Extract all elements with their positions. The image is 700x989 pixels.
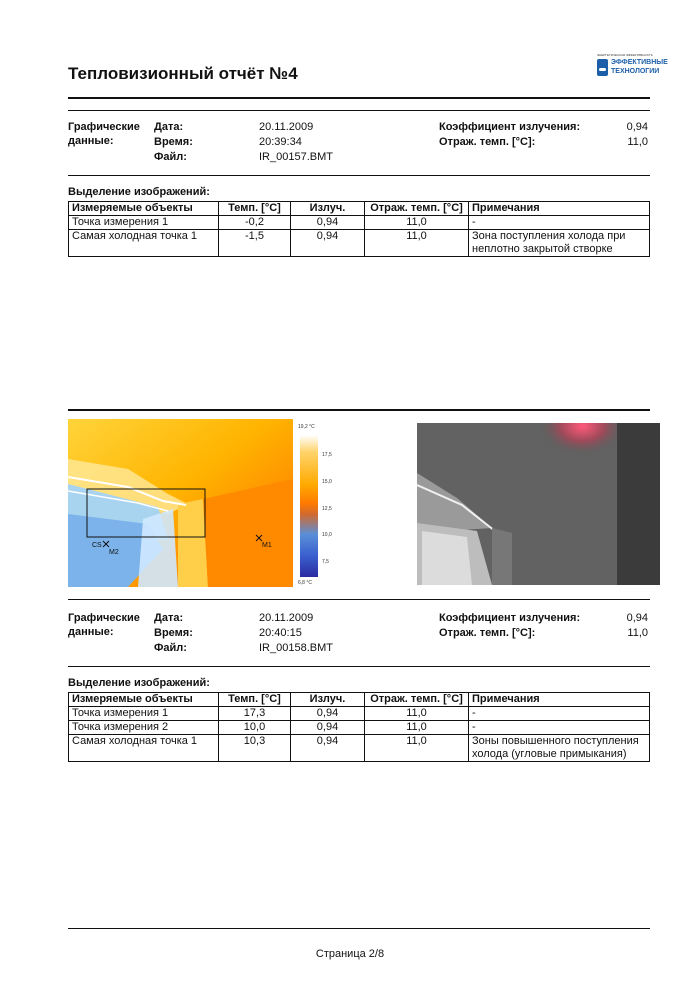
divider	[68, 110, 650, 111]
cell-emis: 0,94	[291, 735, 365, 762]
date-value: 20.11.2009	[259, 121, 314, 133]
file-label: Файл:	[154, 642, 187, 654]
cell-emis: 0,94	[291, 216, 365, 230]
divider	[68, 666, 650, 667]
marker-cs	[92, 542, 102, 549]
col-header-notes: Примечания	[469, 693, 650, 707]
graphic-data-label: Графические	[68, 121, 140, 133]
scale-min: 6,8 °C	[298, 580, 312, 586]
measurement-table-1	[68, 201, 650, 257]
cell-temp: -1,5	[219, 230, 291, 257]
col-header-refl: Отраж. темп. [°C]	[365, 202, 469, 216]
emissivity-value: 0,94	[626, 121, 648, 133]
svg-text:M2: M2	[109, 549, 119, 556]
logo-line-1: ЭФФЕКТИВНЫЕ	[611, 59, 668, 66]
time-value: 20:40:15	[259, 627, 302, 639]
emissivity-value: 0,94	[626, 612, 648, 624]
temperature-scale	[300, 435, 318, 577]
svg-text:M1: M1	[262, 542, 272, 549]
graphic-data-label: Графические	[68, 612, 140, 624]
table-row	[69, 230, 650, 257]
cell-emis: 0,94	[291, 721, 365, 735]
file-value: IR_00158.BMT	[259, 642, 333, 654]
cell-object: Точка измерения 2	[69, 721, 219, 735]
scale-tick: 7,5	[322, 559, 329, 565]
file-value: IR_00157.BMT	[259, 151, 333, 163]
cell-note: Зона поступления холода при неплотно закрытой створке	[469, 230, 650, 257]
date-label: Дата:	[154, 612, 184, 624]
divider	[68, 175, 650, 176]
date-label: Дата:	[154, 121, 184, 133]
reflected-temp-value: 11,0	[627, 627, 648, 639]
cell-object: Точка измерения 1	[69, 707, 219, 721]
measurement-table-2	[68, 692, 650, 762]
emissivity-label: Коэффициент излучения:	[439, 121, 581, 133]
col-header-temp: Темп. [°C]	[219, 693, 291, 707]
visual-photo	[417, 423, 660, 585]
time-label: Время:	[154, 627, 193, 639]
cell-temp: 10,3	[219, 735, 291, 762]
cell-refl: 11,0	[365, 721, 469, 735]
table-row	[69, 707, 650, 721]
cell-temp: 17,3	[219, 707, 291, 721]
date-value: 20.11.2009	[259, 612, 314, 624]
scale-max: 19,2 °C	[298, 424, 315, 430]
cell-object: Точка измерения 1	[69, 216, 219, 230]
col-header-refl: Отраж. темп. [°C]	[365, 693, 469, 707]
reflected-temp-value: 11,0	[627, 136, 648, 148]
time-label: Время:	[154, 136, 193, 148]
col-header-emis: Излуч.	[291, 693, 365, 707]
footer-divider	[68, 928, 650, 929]
thermal-image	[68, 419, 293, 587]
cell-refl: 11,0	[365, 707, 469, 721]
scale-tick: 17,5	[322, 452, 332, 458]
cell-note: -	[469, 216, 650, 230]
scale-tick: 12,5	[322, 506, 332, 512]
cell-emis: 0,94	[291, 230, 365, 257]
reflected-temp-label: Отраж. темп. [°C]:	[439, 627, 536, 639]
divider	[68, 599, 650, 600]
time-value: 20:39:34	[259, 136, 302, 148]
table-header-row	[69, 693, 650, 707]
cell-note: -	[469, 707, 650, 721]
col-header-object: Измеряемые объекты	[69, 693, 219, 707]
col-header-notes: Примечания	[469, 202, 650, 216]
logo-mark-icon	[597, 59, 608, 76]
cell-note: Зоны повышенного поступления холода (угловые примыкания)	[469, 735, 650, 762]
table-row	[69, 721, 650, 735]
page-number: Страница 2/8	[315, 948, 385, 960]
col-header-object: Измеряемые объекты	[69, 202, 219, 216]
cell-refl: 11,0	[365, 735, 469, 762]
cell-object: Самая холодная точка 1	[69, 735, 219, 762]
cell-refl: 11,0	[365, 230, 469, 257]
logo-tagline: ЭНЕРГЕТИЧЕСКАЯ ЭФФЕКТИВНОСТЬ	[597, 53, 653, 57]
graphic-data-label-2: данные:	[68, 626, 114, 638]
emissivity-label: Коэффициент излучения:	[439, 612, 581, 624]
selection-heading: Выделение изображений:	[68, 186, 210, 198]
file-label: Файл:	[154, 151, 187, 163]
cell-emis: 0,94	[291, 707, 365, 721]
cell-refl: 11,0	[365, 216, 469, 230]
report-title: Тепловизионный отчёт №4	[68, 64, 298, 83]
cell-note: -	[469, 721, 650, 735]
table-row	[69, 735, 650, 762]
logo-line-2: ТЕХНОЛОГИИ	[611, 68, 660, 75]
company-logo	[597, 53, 668, 80]
divider	[68, 409, 650, 411]
divider	[68, 97, 650, 99]
selection-heading: Выделение изображений:	[68, 677, 210, 689]
cell-temp: 10,0	[219, 721, 291, 735]
cell-temp: -0,2	[219, 216, 291, 230]
col-header-temp: Темп. [°C]	[219, 202, 291, 216]
table-row	[69, 216, 650, 230]
scale-tick: 15,0	[322, 479, 332, 485]
svg-text:CS: CS	[92, 542, 102, 549]
table-header-row	[69, 202, 650, 216]
scale-tick: 10,0	[322, 532, 332, 538]
col-header-emis: Излуч.	[291, 202, 365, 216]
graphic-data-label-2: данные:	[68, 135, 114, 147]
reflected-temp-label: Отраж. темп. [°C]:	[439, 136, 536, 148]
cell-object: Самая холодная точка 1	[69, 230, 219, 257]
